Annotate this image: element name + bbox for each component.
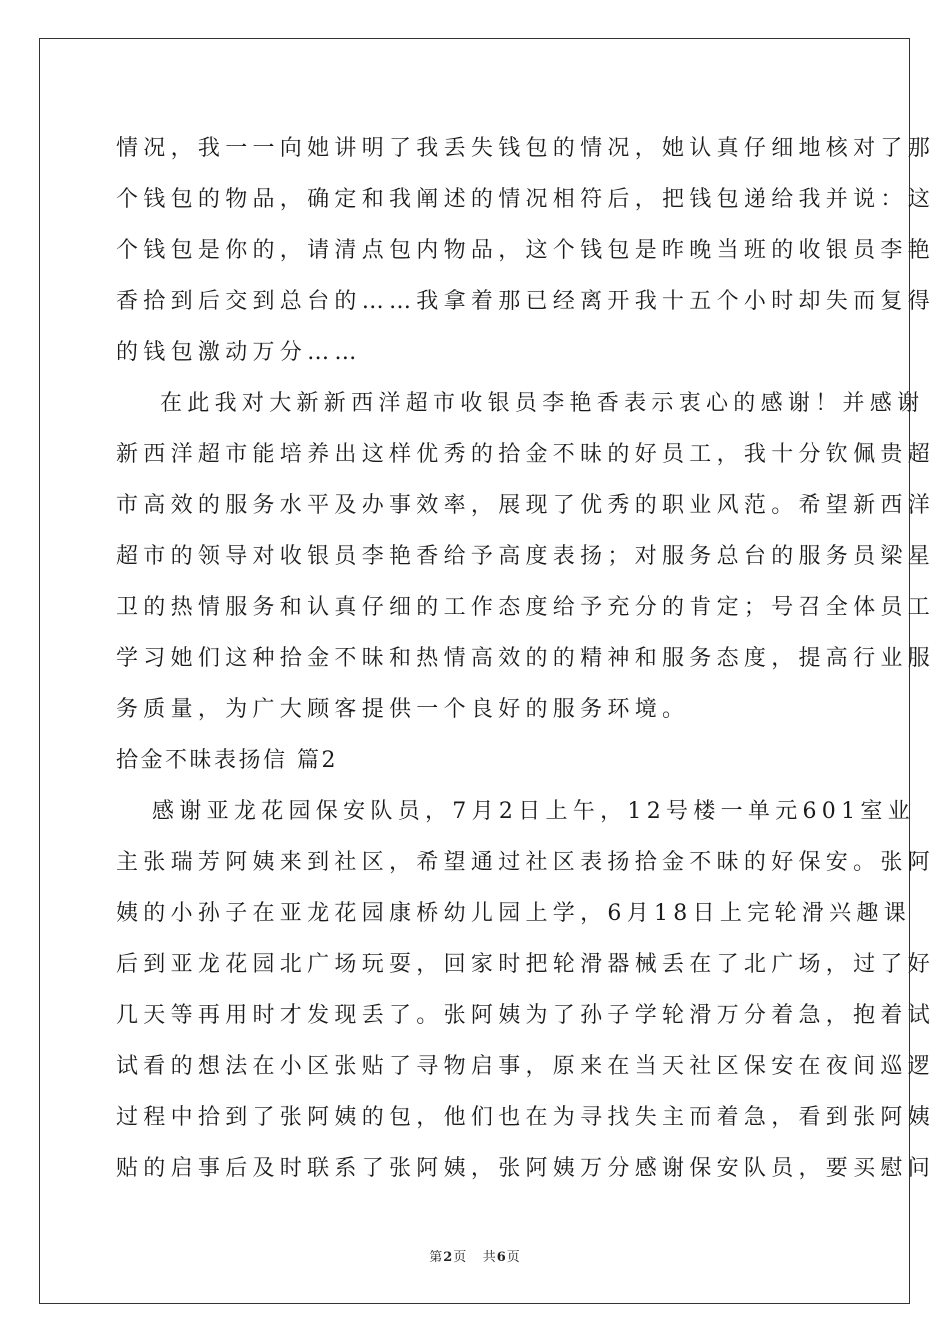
text-line: 卫的热情服务和认真仔细的工作态度给予充分的肯定；号召全体员工 [116,595,936,620]
page-label: 第 [429,1250,444,1265]
page-suffix: 页 [453,1250,468,1265]
text-line: 新西洋超市能培养出这样优秀的拾金不昧的好员工，我十分钦佩贵超 [116,442,936,467]
text-line: 学习她们这种拾金不昧和热情高效的的精神和服务态度，提高行业服 [116,646,936,671]
text-line: 试看的想法在小区张贴了寻物启事，原来在当天社区保安在夜间巡逻 [116,1054,936,1079]
total-label: 共 [482,1250,497,1265]
paragraph-start-line: 感谢亚龙花园保安队员，7月2日上午，12号楼一单元601室业 [152,799,915,824]
section-heading: 拾金不昧表扬信 篇2 [116,748,338,773]
text-line: 过程中拾到了张阿姨的包，他们也在为寻找失主而着急，看到张阿姨 [116,1105,936,1130]
text-line: 香拾到后交到总台的……我拿着那已经离开我十五个小时却失而复得 [116,289,936,314]
text-line: 个钱包是你的，请清点包内物品，这个钱包是昨晚当班的收银员李艳 [116,238,936,263]
text-line: 贴的启事后及时联系了张阿姨，张阿姨万分感谢保安队员，要买慰问 [116,1156,936,1181]
page-footer [0,1246,950,1265]
text-line: 后到亚龙花园北广场玩耍，回家时把轮滑器械丢在了北广场，过了好 [116,952,936,977]
text-line: 个钱包的物品，确定和我阐述的情况相符后，把钱包递给我并说：这 [116,187,936,212]
total-pages: 6 [496,1250,507,1265]
paragraph-start-line: 在此我对大新新西洋超市收银员李艳香表示衷心的感谢！并感谢 [160,391,925,416]
text-line: 情况，我一一向她讲明了我丢失钱包的情况，她认真仔细地核对了那 [116,136,936,161]
total-suffix: 页 [506,1250,521,1265]
text-line: 几天等再用时才发现丢了。张阿姨为了孙子学轮滑万分着急，抱着试 [116,1003,936,1028]
page-number: 2 [443,1250,454,1265]
text-line: 姨的小孙子在亚龙花园康桥幼儿园上学，6月18日上完轮滑兴趣课 [116,901,911,926]
text-line: 的钱包激动万分…… [116,340,362,365]
text-line: 市高效的服务水平及办事效率，展现了优秀的职业风范。希望新西洋 [116,493,936,518]
document-body [116,123,936,1194]
text-line: 务质量，为广大顾客提供一个良好的服务环境。 [116,697,690,722]
text-line: 主张瑞芳阿姨来到社区，希望通过社区表扬拾金不昧的好保安。张阿 [116,850,936,875]
text-line: 超市的领导对收银员李艳香给予高度表扬；对服务总台的服务员梁星 [116,544,936,569]
